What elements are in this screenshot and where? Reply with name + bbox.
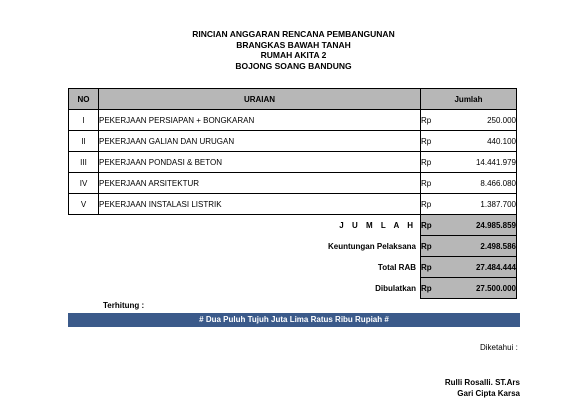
row-amount: 14.441.979 [444,152,517,173]
terbilang-bar: # Dua Puluh Tujuh Juta Lima Ratus Ribu Rupiah # [68,313,520,327]
row-currency: Rp [421,131,445,152]
diketahui-label: Diketahui : [480,343,518,352]
summary-label: Total RAB [377,262,416,272]
summary-label: J U M L A H [339,220,416,230]
title-line-2: BRANGKAS BAWAH TANAH [236,39,351,50]
row-no: I [69,110,99,131]
row-amount: 8.466.080 [444,173,517,194]
row-no: III [69,152,99,173]
table-row [69,152,517,173]
title-line-1: RINCIAN ANGGARAN RENCANA PEMBANGUNAN [192,29,395,39]
row-amount: 1.387.700 [444,194,517,215]
terhitung-label: Terhitung : [103,301,145,310]
summary-currency: Rp [421,236,445,257]
table-header-row [69,89,517,110]
summary-label: Keuntungan Pelaksana [327,241,416,251]
table-row [69,110,517,131]
summary-value: 27.484.444 [444,257,517,278]
table-row [69,173,517,194]
summary-row-keuntungan [69,236,517,257]
row-amount: 250.000 [444,110,517,131]
summary-currency: Rp [421,257,445,278]
summary-value: 24.985.859 [444,215,517,236]
header-no: NO [69,89,99,110]
summary-value: 27.500.000 [444,278,517,299]
signer-company: Gari Cipta Karsa [457,389,520,398]
signature-block [445,377,520,399]
row-no: IV [69,173,99,194]
summary-row-dibulatkan [69,278,517,299]
table-row [69,131,517,152]
row-uraian: PEKERJAAN ARSITEKTUR [99,173,421,194]
summary-currency: Rp [421,278,445,299]
summary-currency: Rp [421,215,445,236]
row-currency: Rp [421,110,445,131]
header-uraian: URAIAN [99,89,421,110]
summary-row-jumlah [69,215,517,236]
row-uraian: PEKERJAAN INSTALASI LISTRIK [99,194,421,215]
row-amount: 440.100 [444,131,517,152]
row-currency: Rp [421,152,445,173]
document-title [0,29,587,71]
title-line-4: BOJONG SOANG BANDUNG [235,60,352,71]
rab-table [68,88,517,299]
row-uraian: PEKERJAAN PONDASI & BETON [99,152,421,173]
title-line-3: RUMAH AKITA 2 [260,50,327,60]
row-no: II [69,131,99,152]
summary-value: 2.498.586 [444,236,517,257]
row-uraian: PEKERJAAN GALIAN DAN URUGAN [99,131,421,152]
table-row [69,194,517,215]
row-currency: Rp [421,173,445,194]
header-jumlah: Jumlah [421,89,517,110]
row-uraian: PEKERJAAN PERSIAPAN + BONGKARAN [99,110,421,131]
row-currency: Rp [421,194,445,215]
summary-row-total [69,257,517,278]
summary-label: Dibulatkan [375,283,416,293]
row-no: V [69,194,99,215]
signer-name: Rulli Rosalli. ST.Ars [444,378,520,387]
